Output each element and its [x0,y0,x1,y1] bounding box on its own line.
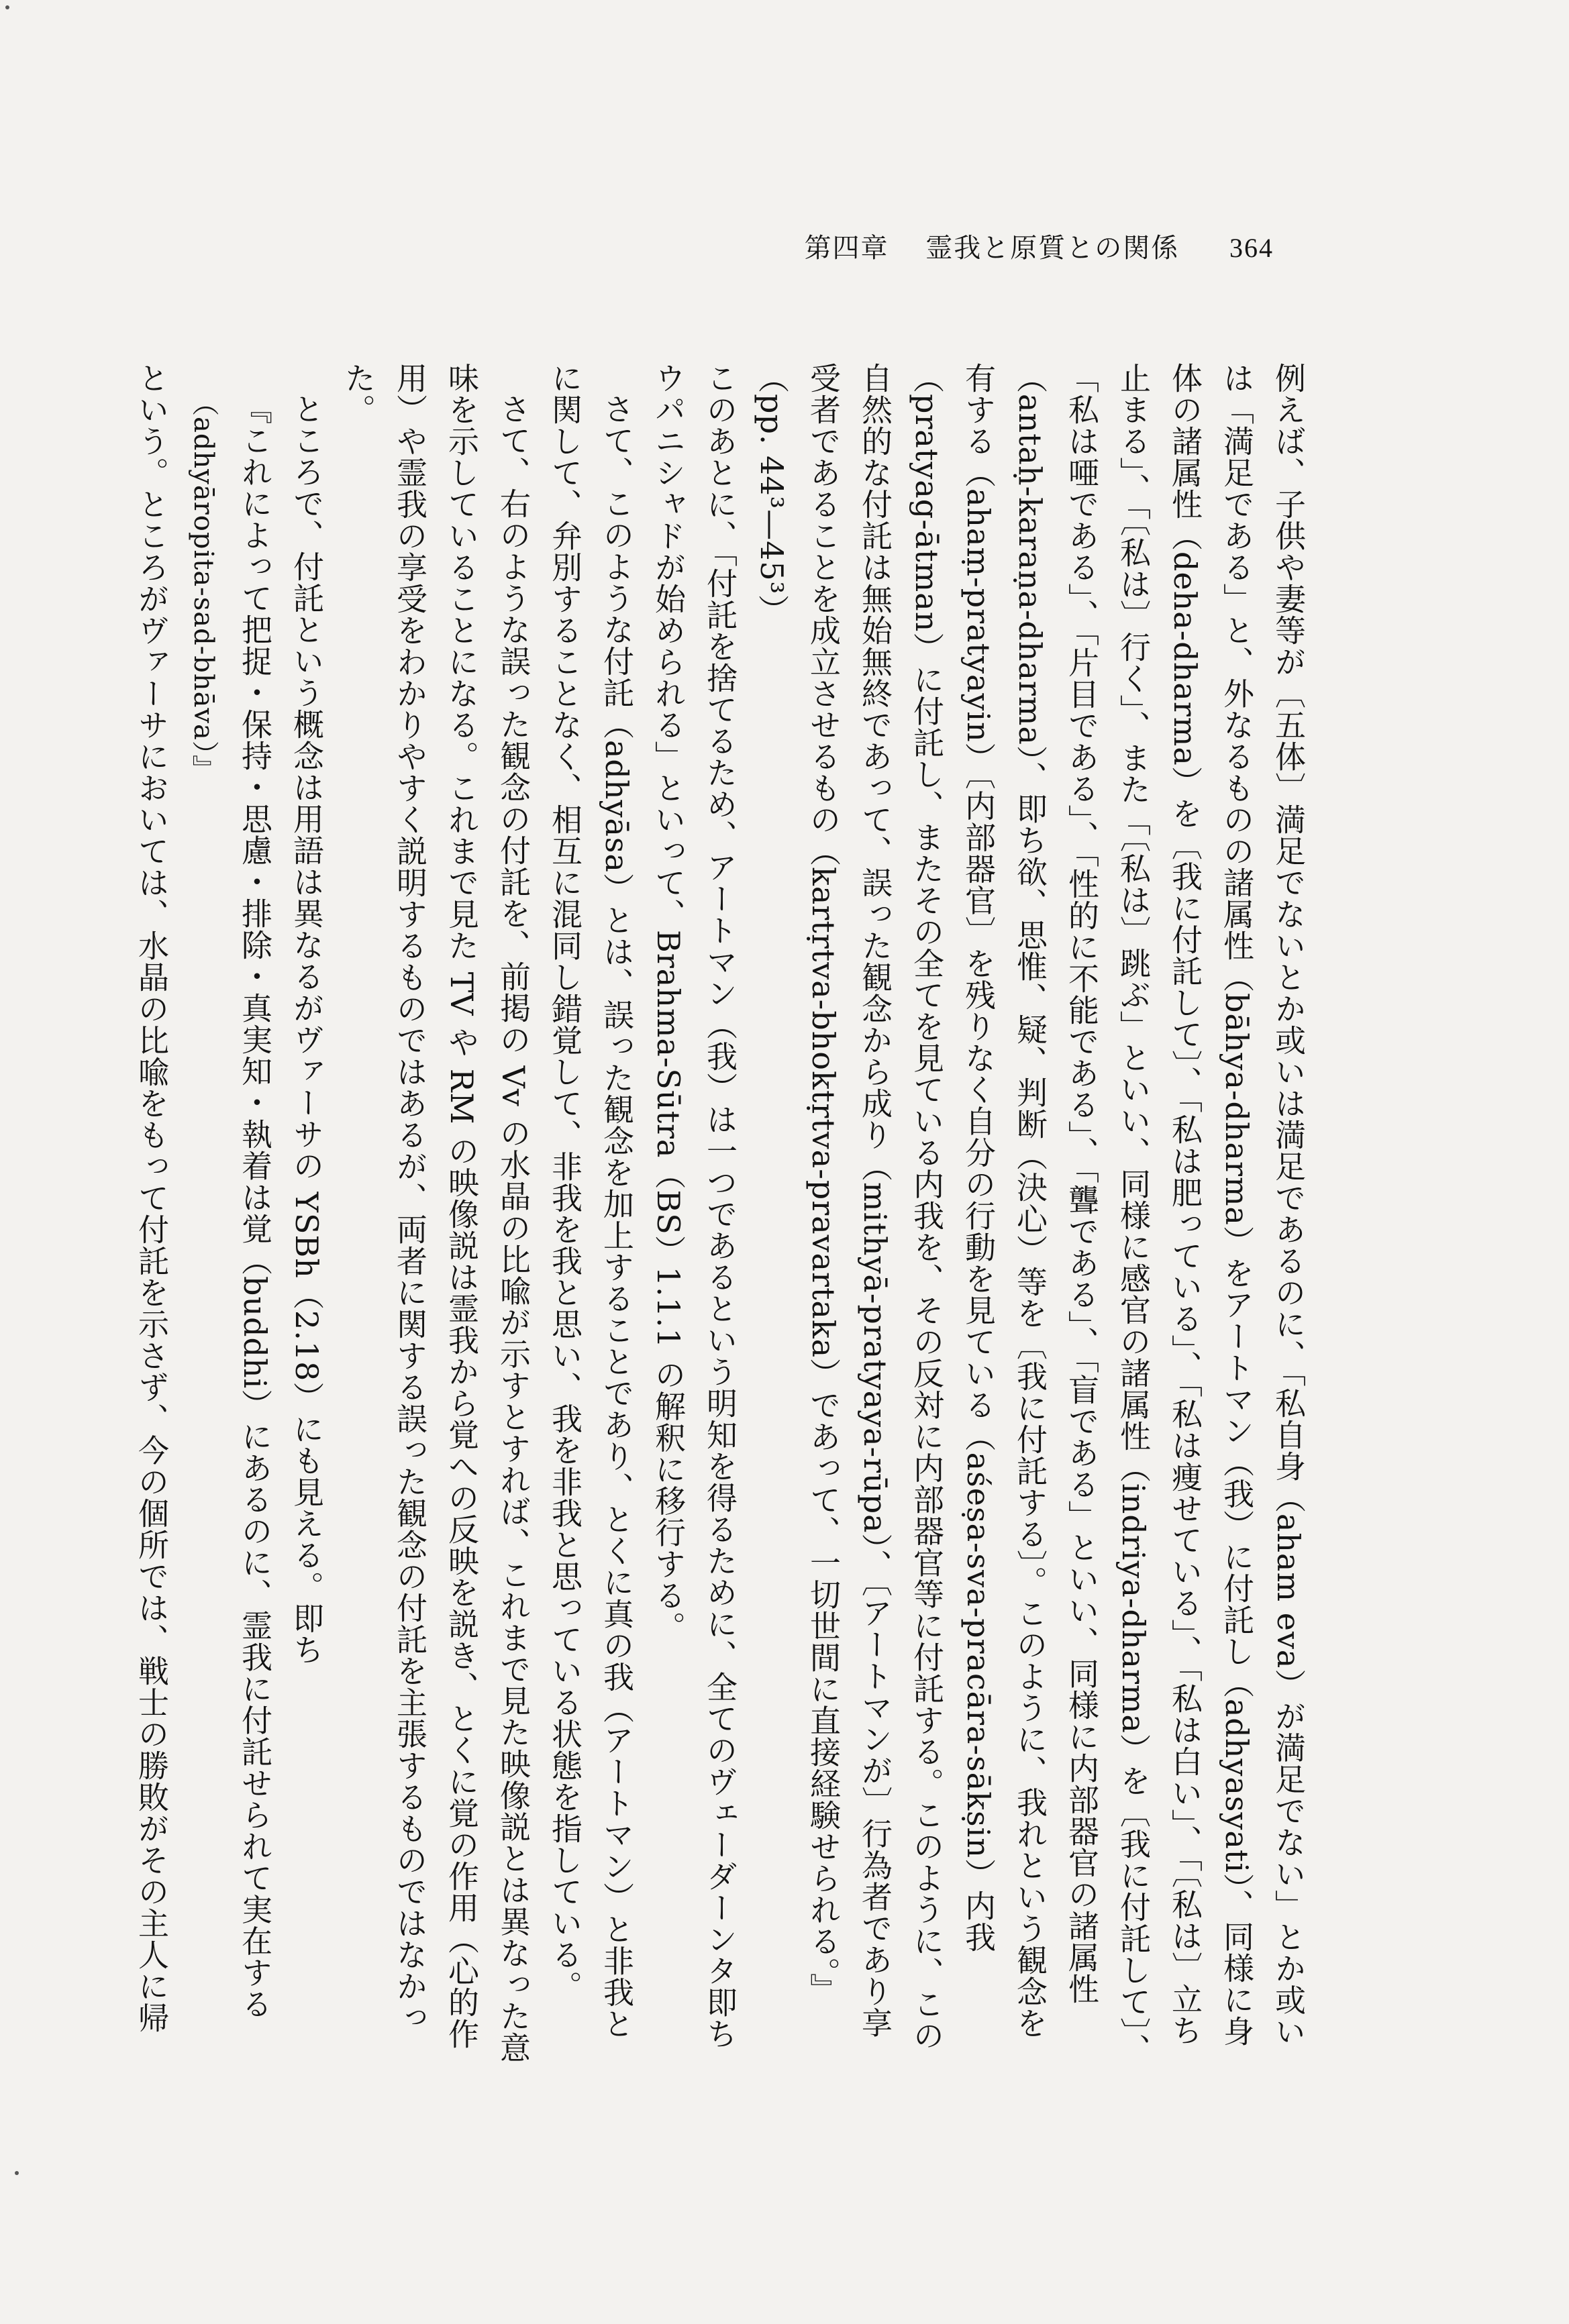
paragraph-example: 例えば、子供や妻等が〔五体〕満足でないとか或いは満足であるのに、「私自身（aham eva）が満足でない」とか或いは「満足である」と、外なるものの諸属性（bāhya-dharma）をアートマン（我）に付託し（adhyasyati）、同様に身体の諸属性（deha-dharma）を〔我に付託して〕、「私は肥っている」、「私は痩せている」、「私は白い」、「〔私は〕立ち止まる」、「〔私は〕行く」、また「〔私は〕跳ぶ」といい、同様に感官の諸属性（indriya-dharma）を〔我に付託して〕、「私は唖である」、「片目である」、「性的に不能である」、「聾である」、「盲である」といい、同様に内部器官の諸属性（antaḥ-karaṇa-dharma）、即ち欲、思惟、疑、判断（決心）等を〔我に付託する〕。このように、我れという観念を有する（ahaṃ-pratyayin）〔内部器官〕を残りなく自分の行動を見ている（aśeṣa-sva-pracāra-sākṣin）内我（pratyag-ātman）に付託し、またその全てを見ている内我を、その反対に内部器官等に付託する。このように、この自然的な付託は無始無終であって、誤った観念から成り（mithyā-pratyaya-rūpa）、〔アートマンが〕行為者であり享受者であることを成立させるもの（kartṛtva-bhoktṛtva-pravartaka）であって、一切世間に直接経験せられる。』（pp. 44³—45³） [754,362,1307,2065]
chapter-number: 第四章 [804,233,889,264]
quotation: 『これによって把捉・保持・思慮・排除・真実知・執着は覚（buddhi）にあるのに、霊我に付託せられて実在する [237,393,273,2020]
quotation-sanskrit: （adhyāropita-sad-bhāva）』 [188,389,219,782]
chapter-title: 霊我と原質との関係 [925,233,1180,264]
running-header [805,227,1274,265]
paragraph-adhyasa: さて、このような付託（adhyāsa）とは、誤った観念を加上することであり、とくに真の我（アートマン）と非我とに関して、弁別することなく、相互に混同し錯覚して、非我を我と思い、我を非我と思っている状態を指している。 [547,362,635,2040]
vertical-text-body [134,362,1314,2066]
paragraph-ysbh: ところで、付託という概念は用語は異なるがヴァーサの YSBh（2.18）にも見える。即ち [289,393,325,1666]
scan-speck [15,2171,19,2175]
page-number: 364 [1229,233,1274,263]
paragraph-transition: このあとに、「付託を捨てるため、アートマン（我）は一つであるという明知を得るために、全てのヴェーダーンタ即ちウパニシャドが始められる」といって、Brahma-Sūtra（BS）1.1.1 の解釈に移行する。 [650,362,738,2050]
scan-speck [5,5,9,9]
paragraph-reflection-theory: さて、右のような誤った観念の付託を、前掲の Vv の水晶の比喩が示すとすれば、これまで見た映像説とは異なった意味を示していることになる。これまで見た TV や RM の映像説は霊我から覚への反映を説き、とくに覚の作用（心的作用）や霊我の享受をわかりやすく説明するものではあるが、両者に関する誤った観念の付託を主張するものではなかった。 [340,362,532,2064]
paragraph-closing: という。ところがヴァーサにおいては、水晶の比喩をもって付託を示さず、今の個所では、戦士の勝敗がその主人に帰 [134,362,170,2034]
